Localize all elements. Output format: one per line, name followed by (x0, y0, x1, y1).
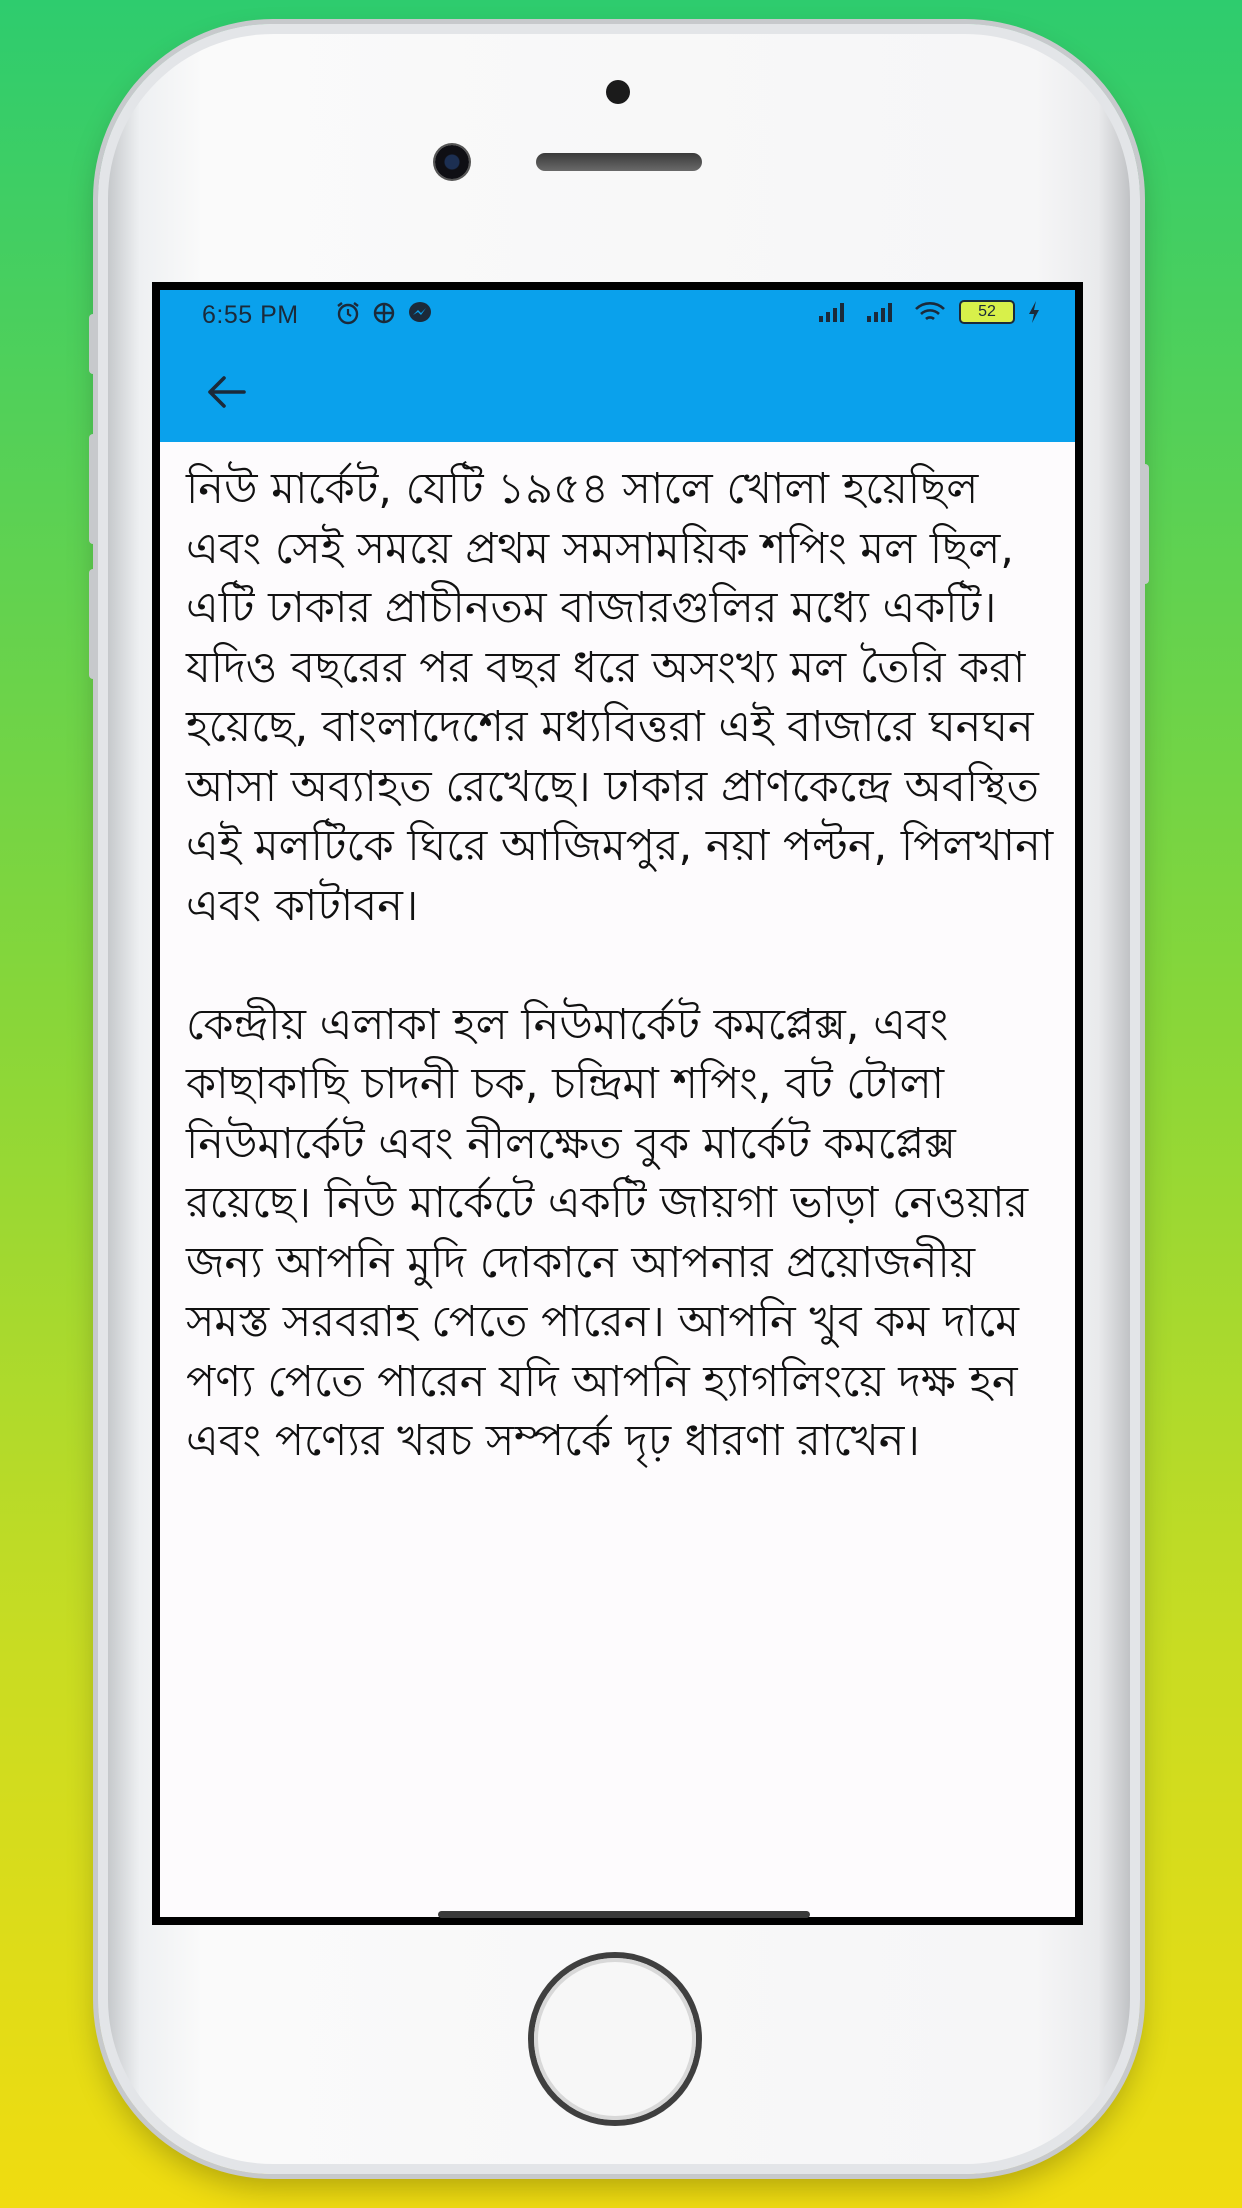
gesture-bar[interactable] (438, 1911, 810, 1918)
app-bar (160, 340, 1075, 442)
battery-icon (959, 300, 1015, 324)
volume-up-button (89, 434, 97, 544)
volume-down-button (89, 569, 97, 679)
wifi-icon (913, 300, 947, 324)
article-text (186, 460, 1066, 1472)
battery-level: 52 (978, 303, 996, 320)
status-system-icons (817, 300, 1041, 324)
front-camera-icon (435, 145, 469, 179)
back-button[interactable] (198, 364, 254, 420)
status-bar (160, 290, 1075, 340)
paragraph: কেন্দ্রীয় এলাকা হল নিউমার্কেট কমপ্লেক্স, এবং কাছাকাছি চাদনী চক, চন্দ্রিমা শপিং, বট টোলা নিউমার্কেট এবং নীলক্ষেত বুক মার্কেট কমপ্লেক্স রয়েছে। নিউ মার্কেটে একটি জায়গা ভাড়া নেওয়ার জন্য আপনি মুদি দোকানে আপনার প্রয়োজনীয় সমস্ত সরবরাহ পেতে পারেন। আপনি খুব কম দামে পণ্য পেতে পারেন যদি আপনি হ্যাগলিংয়ে দক্ষ হন এবং পণ্যের খরচ সম্পর্কে দৃঢ় ধারণা রাখেন। (186, 999, 1042, 1466)
sync-icon (371, 300, 397, 326)
arrow-back-icon (204, 374, 248, 410)
charging-icon (1027, 300, 1041, 324)
mute-switch (89, 314, 97, 374)
signal-icon (817, 300, 853, 324)
paragraph: নিউ মার্কেট, যেটি ১৯৫৪ সালে খোলা হয়েছিল এবং সেই সময়ে প্রথম সমসাময়িক শপিং মল ছিল, এটি ঢাকার প্রাচীনতম বাজারগুলির মধ্যে একটি। যদিও বছরের পর বছর ধরে অসংখ্য মল তৈরি করা হয়েছে, বাংলাদেশের মধ্যবিত্তরা এই বাজারে ঘনঘন আসা অব্যাহত রেখেছে। ঢাকার প্রাণকেন্দ্রে অবস্থিত এই মলটিকে ঘিরে আজিমপুর, নয়া পল্টন, পিলখানা এবং কাটাবন। (186, 464, 1067, 931)
power-button (1141, 464, 1149, 584)
article-scroll-area[interactable] (160, 442, 1075, 1917)
earpiece-speaker (536, 153, 702, 171)
messenger-icon (407, 300, 433, 326)
proximity-sensor (606, 80, 630, 104)
status-notification-icons (335, 300, 433, 326)
home-button[interactable] (534, 1958, 696, 2120)
phone-screen (152, 282, 1083, 1925)
status-time: 6:55 PM (202, 301, 299, 329)
signal-icon (865, 300, 901, 324)
alarm-icon (335, 300, 361, 326)
